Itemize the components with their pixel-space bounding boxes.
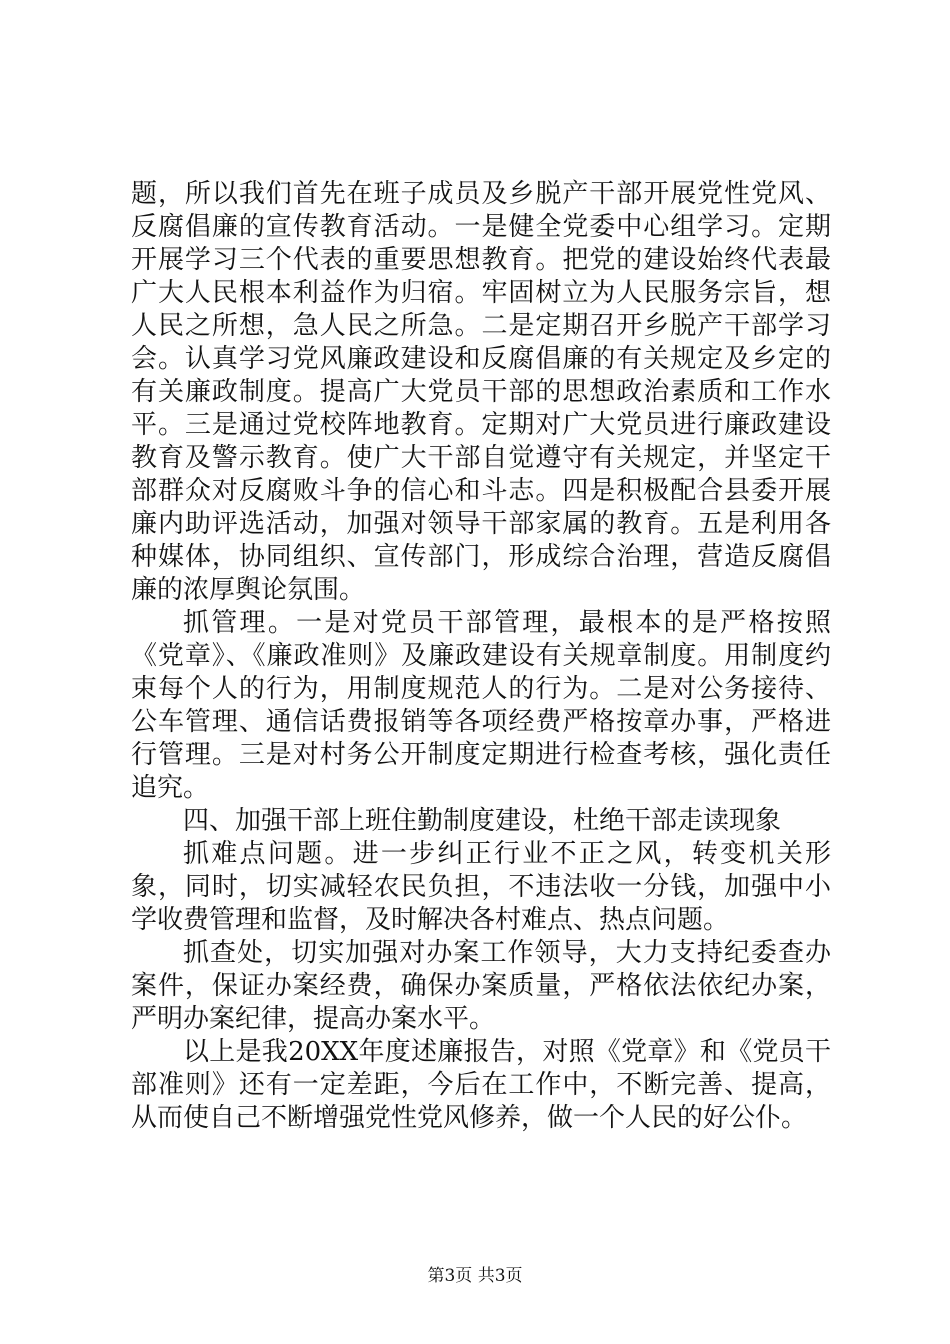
paragraph-4: 抓难点问题。进一步纠正行业不正之风，转变机关形象，同时，切实减轻农民负担，不违法收一分钱，加强中小学收费管理和监督，及时解决各村难点、热点问题。 bbox=[131, 839, 831, 935]
document-body bbox=[131, 178, 831, 1135]
paragraph-1: 题，所以我们首先在班子成员及乡脱产干部开展党性党风、反腐倡廉的宣传教育活动。一是健全党委中心组学习。定期开展学习三个代表的重要思想教育。把党的建设始终代表最广大人民根本利益作为归宿。牢固树立为人民服务宗旨，想人民之所想，急人民之所急。二是定期召开乡脱产干部学习会。认真学习党风廉政建设和反腐倡廉的有关规定及乡定的有关廉政制度。提高广大党员干部的思想政治素质和工作水平。三是通过党校阵地教育。定期对广大党员进行廉政建设教育及警示教育。使广大干部自觉遵守有关规定，并坚定干部群众对反腐败斗争的信心和斗志。四是积极配合县委开展廉内助评选活动，加强对领导干部家属的教育。五是利用各种媒体，协同组织、宣传部门，形成综合治理，营造反腐倡廉的浓厚舆论氛围。 bbox=[131, 179, 831, 605]
paragraph-6: 以上是我20XX年度述廉报告，对照《党章》和《党员干部准则》还有一定差距，今后在工作中，不断完善、提高，从而使自己不断增强党性党风修养，做一个人民的好公仆。 bbox=[131, 1037, 831, 1133]
paragraph-3: 四、加强干部上班住勤制度建设，杜绝干部走读现象 bbox=[183, 806, 782, 836]
paragraph-2: 抓管理。一是对党员干部管理，最根本的是严格按照《党章》、《廉政准则》及廉政建设有关规章制度。用制度约束每个人的行为，用制度规范人的行为。二是对公务接待、公车管理、通信话费报销等各项经费严格按章办事，严格进行管理。三是对村务公开制度定期进行检查考核，强化责任追究。 bbox=[131, 608, 831, 803]
page-footer: 第3页 共3页 bbox=[427, 1266, 523, 1286]
paragraph-5: 抓查处，切实加强对办案工作领导，大力支持纪委查办案件，保证办案经费，确保办案质量，严格依法依纪办案，严明办案纪律，提高办案水平。 bbox=[131, 938, 831, 1034]
